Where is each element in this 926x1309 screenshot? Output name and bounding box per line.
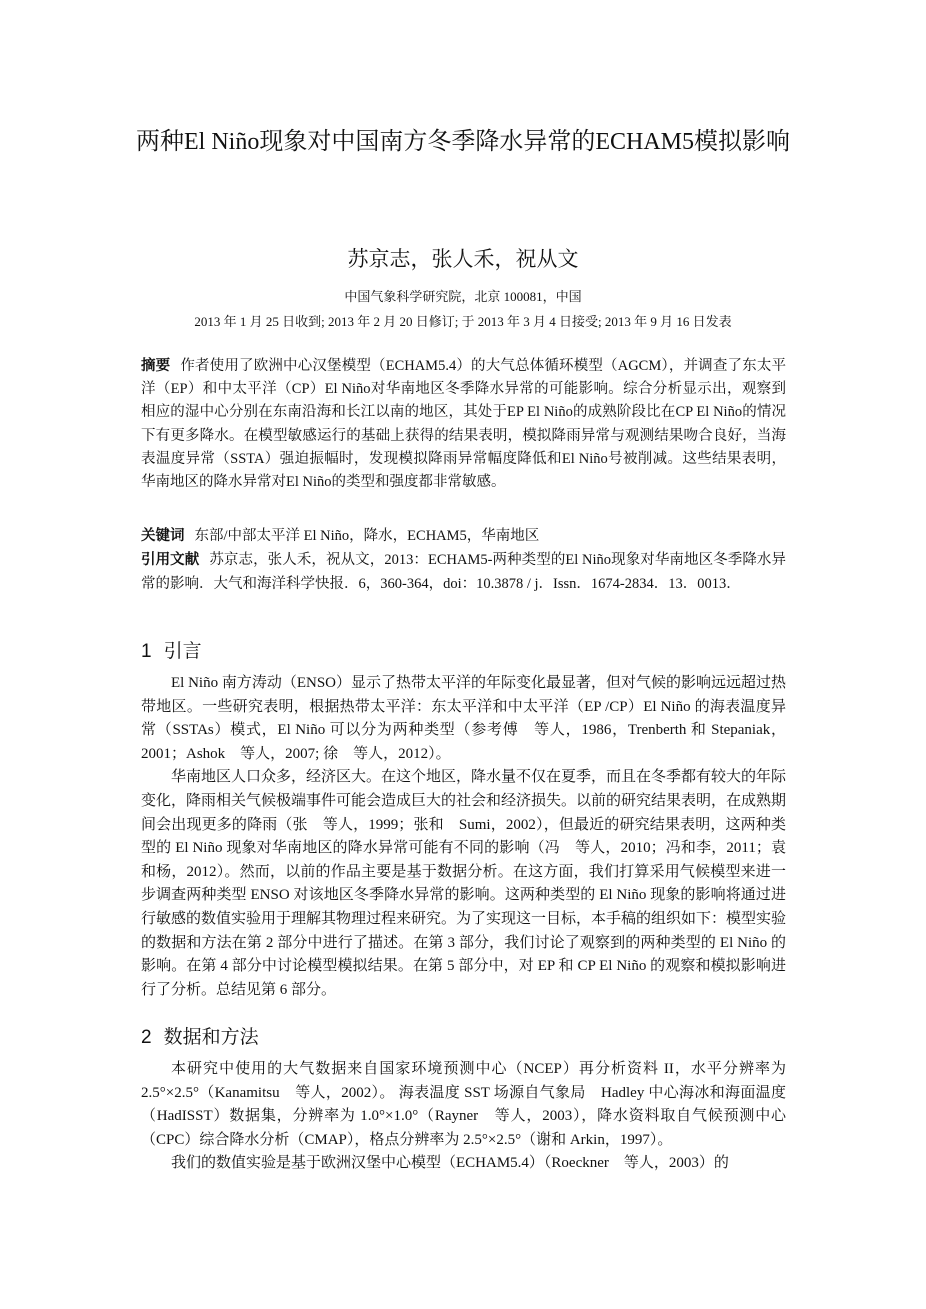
keywords-label: 关键词 — [141, 528, 185, 544]
affiliation: 中国气象科学研究院，北京 100081，中国 — [344, 289, 582, 304]
paper-title: 两种El Niño现象对中国南方冬季降水异常的ECHAM5模拟影响 — [136, 129, 790, 155]
keywords — [141, 525, 786, 548]
citation — [141, 549, 786, 596]
paragraph: 我们的数值实验是基于欧洲汉堡中心模型（ECHAM5.4）（Roeckner 等人，2003）的 — [171, 1155, 729, 1172]
paragraph: 本研究中使用的大气数据来自国家环境预测中心（NCEP）再分析资料 II，水平分辨率为 2.5°×2.5°（Kanamitsu 等人，2002）。 海表温度 SST 场源自气象局 Hadley 中心海冰和海面温度（HadISST）数据集，分辨率为 1.0°×1.0°（Rayner 等人，2003），降水资料取自气候预测中心（CPC）综合降水分析（CMAP），格点分辨率为 2.5°×2.5°（谢和 Arkin，1997）。 — [141, 1061, 786, 1148]
abstract-text: 作者使用了欧洲中心汉堡模型（ECHAM5.4）的大气总体循环模型（AGCM），并调查了东太平洋（EP）和中太平洋（CP）El Niño对华南地区冬季降水异常的可能影响。综合分析显示出，观察到相应的湿中心分别在东南沿海和长江以南的地区，其处于EP El Niño的成熟阶段比在CP El Niño的情况下有更多降水。在模型敏感运行的基础上获得的结果表明，模拟降雨异常与观测结果吻合良好，当海表温度异常（SSTA）强迫振幅时，发现模拟降雨异常幅度降低和El Niño号被削减。这些结果表明，华南地区的降水异常对El Niño的类型和强度都非常敏感。 — [141, 358, 786, 491]
abstract-label: 摘要 — [141, 358, 171, 374]
abstract — [141, 355, 786, 494]
section-body-data-methods — [141, 1058, 786, 1176]
paragraph: El Niño 南方涛动（ENSO）显示了热带太平洋的年际变化最显著，但对气候的影响远远超过热带地区。一些研究表明，根据热带太平洋：东太平洋和中太平洋（EP /CP）El Niño 的海表温度异常（SSTAs）模式，El Niño 可以分为两种类型（参考傅 等人，1986，Trenberth 和 Stepaniak，2001；Ashok 等人，2007; 徐 等人，2012）。 — [141, 675, 787, 762]
section-heading-introduction — [141, 636, 202, 663]
keywords-text: 东部/中部太平洋 El Niño，降水，ECHAM5，华南地区 — [194, 528, 540, 544]
author-list: 苏京志，张人禾，祝从文 — [347, 247, 579, 271]
citation-text: 苏京志，张人禾，祝从文，2013：ECHAM5-两种类型的El Niño现象对华南地区冬季降水异常的影响．大气和海洋科学快报．6，360-364，doi：10.3878 / j．Issn．1674-2834．13．0013． — [141, 552, 787, 592]
section-title: 引言 — [163, 641, 202, 662]
paragraph: 华南地区人口众多，经济区大。在这个地区，降水量不仅在夏季，而且在冬季都有较大的年际变化，降雨相关气候极端事件可能会造成巨大的社会和经济损失。以前的研究结果表明，在成熟期间会出现更多的降雨（张 等人，1999；张和 Sumi，2002），但最近的研究结果表明，这两种类型的 El Niño 现象对华南地区的降水异常可能有不同的影响（冯 等人，2010；冯和李，2011；袁和杨，2012）。然而，以前的作品主要是基于数据分析。在这方面，我们打算采用气候模型来进一步调查两种类型 ENSO 对该地区冬季降水异常的影响。这两种类型的 El Niño 现象的影响将通过进行敏感的数值实验用于理解其物理过程来研究。为了实现这一目标，本手稿的组织如下：模型实验的数据和方法在第 2 部分中进行了描述。在第 3 部分，我们讨论了观察到的两种类型的 El Niño 的影响。在第 4 部分中讨论模型模拟结果。在第 5 部分中，对 EP 和 CP El Niño 的观察和模拟影响进行了分析。总结见第 6 部分。 — [141, 769, 787, 998]
section-number: 2 — [141, 1027, 152, 1048]
section-heading-data-methods — [141, 1022, 259, 1049]
citation-label: 引用文献 — [141, 552, 200, 568]
publication-dates: 2013 年 1 月 25 日收到; 2013 年 2 月 20 日修订; 于 2013 年 3 月 4 日接受; 2013 年 9 月 16 日发表 — [194, 314, 732, 329]
section-number: 1 — [141, 641, 152, 662]
section-title: 数据和方法 — [163, 1027, 259, 1048]
section-body-introduction — [141, 672, 786, 1002]
